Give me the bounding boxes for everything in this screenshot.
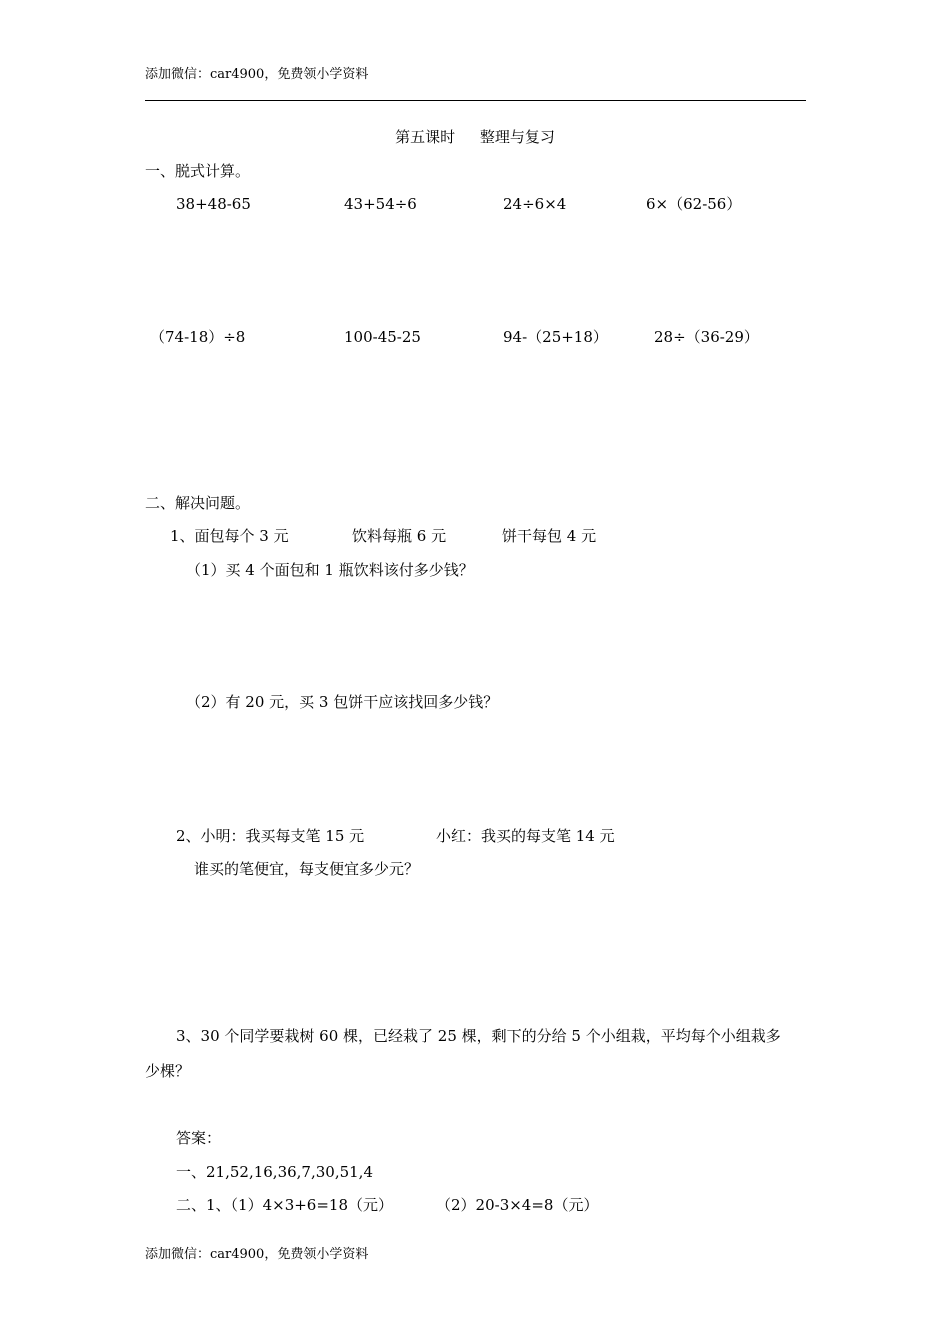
- answers-line2b: （2）20-3×4=8（元）: [436, 1196, 599, 1214]
- title-lesson: 第五课时: [395, 128, 456, 146]
- q3-line1: 3、30 个同学要栽树 60 棵，已经栽了 25 棵，剩下的分给 5 个小组栽，平均每个小组栽多: [176, 1027, 781, 1045]
- calc-6: 100-45-25: [344, 328, 421, 346]
- q3-line2: 少棵？: [145, 1062, 191, 1080]
- page-title: [0, 127, 950, 147]
- q2-question: 谁买的笔便宜，每支便宜多少元？: [194, 860, 420, 878]
- section1-heading: 一、脱式计算。: [145, 162, 251, 180]
- q2-xiaoming: 2、小明：我买每支笔 15 元: [176, 827, 365, 845]
- q1-drink: 饮料每瓶 6 元: [352, 527, 447, 545]
- calc-1: 38+48-65: [176, 195, 251, 213]
- header-divider: [145, 100, 806, 101]
- q1-sub1: （1）买 4 个面包和 1 瓶饮料该付多少钱？: [186, 561, 474, 579]
- calc-7: 94-（25+18）: [503, 328, 608, 346]
- q1-biscuit: 饼干每包 4 元: [502, 527, 597, 545]
- page-header: 添加微信：car4900，免费领小学资料: [145, 67, 369, 82]
- answers-heading: 答案：: [176, 1129, 222, 1147]
- q1-sub2: （2）有 20 元，买 3 包饼干应该找回多少钱？: [186, 693, 499, 711]
- section2-heading: 二、解决问题。: [145, 494, 251, 512]
- calc-8: 28÷（36-29）: [654, 328, 759, 346]
- calc-4: 6×（62-56）: [646, 195, 742, 213]
- q2-xiaohong: 小红：我买的每支笔 14 元: [436, 827, 615, 845]
- title-topic: 整理与复习: [479, 128, 555, 146]
- calc-2: 43+54÷6: [344, 195, 417, 213]
- answers-line1: 一、21,52,16,36,7,30,51,4: [176, 1163, 373, 1181]
- calc-3: 24÷6×4: [503, 195, 567, 213]
- calc-5: （74-18）÷8: [150, 328, 246, 346]
- page-footer: 添加微信：car4900，免费领小学资料: [145, 1247, 369, 1262]
- q1-bread: 1、面包每个 3 元: [170, 527, 289, 545]
- answers-line2a: 二、1、（1）4×3+6=18（元）: [176, 1196, 394, 1214]
